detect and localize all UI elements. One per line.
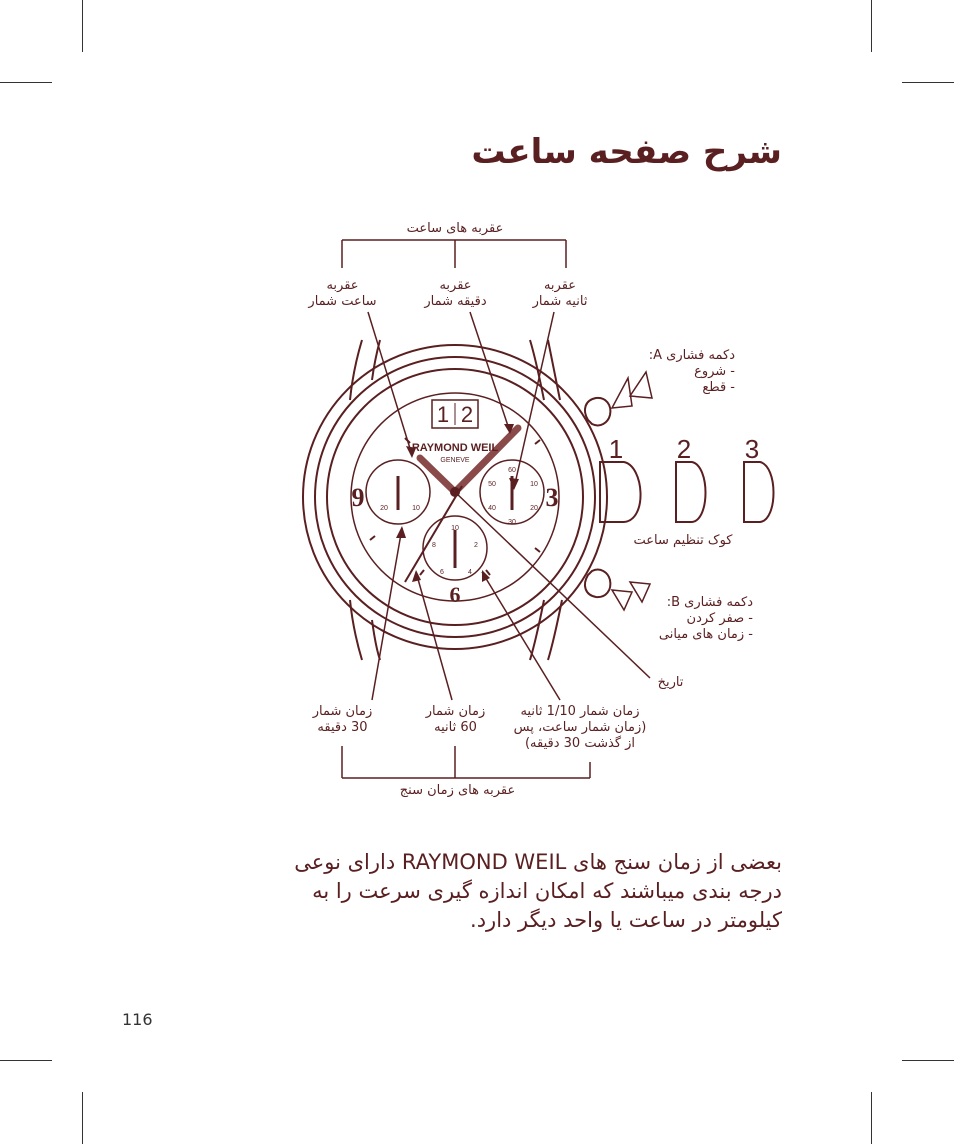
label-minute-hand: [413, 278, 498, 310]
label-line: دکمه فشاری A:: [648, 348, 735, 363]
watch-lug: [548, 600, 562, 660]
chrono-second-hand: [405, 486, 462, 582]
subdial-right-label: 40: [488, 505, 496, 512]
label-line: دقیقه شمار: [424, 294, 487, 309]
label-line: ساعت شمار: [308, 294, 377, 309]
crown-position-number: 3: [744, 434, 760, 464]
subdial-bottom-label: 4: [468, 569, 472, 576]
dial-date-digit: 2: [460, 402, 474, 427]
page-title: شرح صفحه ساعت: [471, 132, 782, 172]
subdial-bottom-label: 6: [440, 569, 444, 576]
dial-brand: RAYMOND WEIL: [411, 442, 499, 454]
label-line: 30 دقیقه: [317, 720, 368, 735]
watch-lug: [548, 340, 560, 400]
label-counter-30min: [300, 704, 385, 736]
dial-numeral-3: 3: [545, 483, 559, 512]
label-chrono-group: عقربه های زمان سنج: [399, 783, 516, 798]
dial-city: GENEVE: [440, 457, 470, 464]
subdial-bottom-label: 10: [451, 525, 459, 532]
label-line: عقربه: [439, 278, 472, 293]
label-hour-hand: [300, 278, 385, 310]
pusher-b-shape: [585, 570, 610, 597]
label-pusher-b: [638, 595, 753, 643]
label-line: دکمه فشاری B:: [666, 595, 753, 610]
label-line: عقربه: [543, 278, 577, 293]
crown-position-3: [744, 462, 774, 522]
label-line: زمان شمار: [312, 704, 373, 719]
crown-position-2: [676, 462, 706, 522]
body-paragraph: [222, 848, 782, 935]
subdial-left-label: 10: [412, 505, 420, 512]
page-number: 116: [122, 1010, 153, 1029]
paragraph-line: درجه بندی میباشند که امکان اندازه گیری سرعت را به: [312, 879, 782, 903]
label-hands-group: عقربه های ساعت: [406, 221, 504, 236]
watch-lug: [530, 600, 544, 660]
paragraph-line: کیلومتر در ساعت یا واحد دیگر دارد.: [470, 908, 782, 932]
subdial-bottom-label: 2: [474, 542, 478, 549]
subdial-right-label: 50: [488, 481, 496, 488]
subdial-right-label: 10: [530, 481, 538, 488]
subdial-right-label: 60: [508, 467, 516, 474]
label-date: تاریخ: [657, 675, 684, 690]
label-line: - شروع: [694, 364, 735, 379]
label-line: از گذشت 30 دقیقه): [524, 736, 636, 751]
subdial-left-label: 20: [380, 505, 388, 512]
label-pusher-a: [625, 348, 735, 396]
pusher-a-shape: [585, 398, 610, 425]
label-line: ثانیه شمار: [532, 294, 588, 309]
label-line: زمان شمار: [425, 704, 486, 719]
label-line: - زمان های میانی: [658, 627, 753, 642]
label-line: زمان شمار 1/10 ثانیه: [520, 704, 640, 719]
paragraph-line: بعضی از زمان سنج های RAYMOND WEIL دارای نوعی: [294, 850, 782, 874]
subdial-right-label: 30: [508, 519, 516, 526]
label-counter-tenth: [505, 704, 655, 752]
subdial-right-label: 20: [530, 505, 538, 512]
watch-lug: [350, 340, 362, 400]
subdial-bottom-label: 8: [432, 542, 436, 549]
label-counter-60sec: [413, 704, 498, 736]
label-line: (زمان شمار ساعت، پس: [513, 720, 647, 735]
dial-date-digit: 1: [436, 402, 450, 427]
label-line: 60 ثانیه: [434, 720, 477, 735]
crown-position-number: 2: [676, 434, 692, 464]
dial-numeral-9: 9: [351, 483, 365, 512]
label-line: عقربه: [326, 278, 359, 293]
label-crown: کوک تنظیم ساعت: [633, 533, 733, 548]
pusher-b-arrow: [612, 590, 632, 610]
label-line: - قطع: [702, 380, 735, 395]
dial-numeral-6: 6: [449, 582, 461, 607]
label-line: - صفر کردن: [686, 611, 753, 626]
label-second-hand: [520, 278, 600, 310]
crown-position-number: 1: [608, 434, 624, 464]
